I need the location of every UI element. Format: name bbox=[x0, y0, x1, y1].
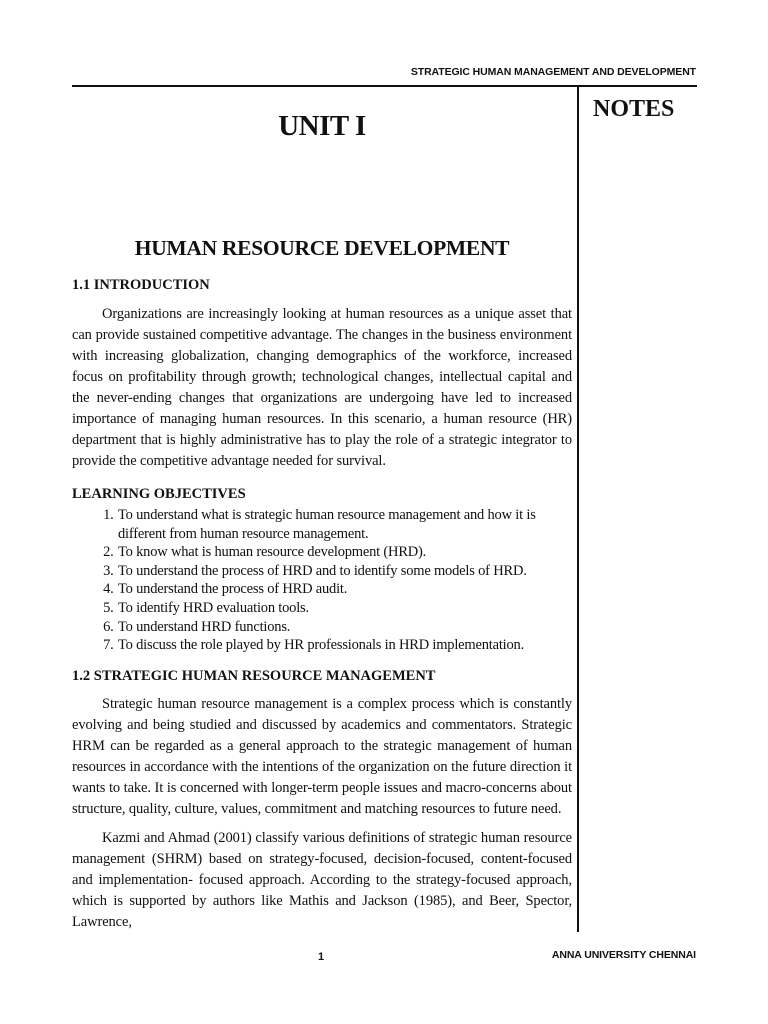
unit-title: UNIT I bbox=[278, 110, 366, 142]
notes-margin-rule bbox=[577, 86, 579, 932]
list-item: 4. To understand the process of HRD audit. bbox=[117, 580, 572, 599]
list-item: 3. To understand the process of HRD and to identify some models of HRD. bbox=[117, 562, 572, 581]
chapter-title: HUMAN RESOURCE DEVELOPMENT bbox=[134, 236, 510, 260]
section-heading-introduction: 1.1 INTRODUCTION bbox=[72, 277, 210, 293]
section-heading-strategic-hrm: 1.2 STRATEGIC HUMAN RESOURCE MANAGEMENT bbox=[72, 668, 436, 684]
header-rule bbox=[72, 85, 697, 87]
list-item: 2. To know what is human resource development (HRD). bbox=[117, 543, 572, 562]
paragraph-text: Organizations are increasingly looking at human resources as a unique asset that can provide sustained competitive advantage. The changes in the business environment with increasing globalization, changing demographics of the workforce, increased focus on profitability through growth; technological changes, intellectual capital and the never-ending changes that organizations are undergoing have led to increased importance of managing human resources. In this scenario, a human resource (HR) department that is highly administrative has to play the role of a strategic integrator to provide the competitive advantage needed for survival. bbox=[72, 306, 572, 469]
list-item: 7. To discuss the role played by HR professionals in HRD implementation. bbox=[117, 636, 572, 655]
paragraph-text: Kazmi and Ahmad (2001) classify various definitions of strategic human resource management (SHRM) based on strategy-focused, decision-focused, content-focused and implementation- focused approach. According to the strategy-focused approach, which is supported by authors like Mathis and Jackson (1985), and Beer, Spector, Lawrence, bbox=[72, 830, 572, 930]
introduction-paragraph bbox=[72, 304, 572, 472]
paragraph-text: Strategic human resource management is a complex process which is constantly evolving and being studied and discussed by academics and commentators. Strategic HRM can be regarded as a general approach to the strategic management of human resources in accordance with the intentions of the organization on the future direction it wants to take. It is concerned with longer-term people issues and macro-concerns about structure, quality, culture, values, commitment and matching resources to future need. bbox=[72, 696, 572, 817]
running-header: STRATEGIC HUMAN MANAGEMENT AND DEVELOPMENT bbox=[410, 66, 696, 78]
learning-objectives-heading: LEARNING OBJECTIVES bbox=[72, 486, 246, 502]
page-number: 1 bbox=[318, 951, 325, 963]
notes-label: NOTES bbox=[593, 96, 675, 122]
footer-institution: ANNA UNIVERSITY CHENNAI bbox=[551, 949, 696, 961]
list-item: 5. To identify HRD evaluation tools. bbox=[117, 599, 572, 618]
strategic-hrm-paragraph-2 bbox=[72, 828, 572, 933]
list-item: 1. To understand what is strategic human resource management and how it is different from human resource management. bbox=[117, 506, 572, 543]
list-item: 6. To understand HRD functions. bbox=[117, 618, 572, 637]
learning-objectives-list bbox=[72, 506, 572, 655]
strategic-hrm-paragraph-1 bbox=[72, 694, 572, 820]
